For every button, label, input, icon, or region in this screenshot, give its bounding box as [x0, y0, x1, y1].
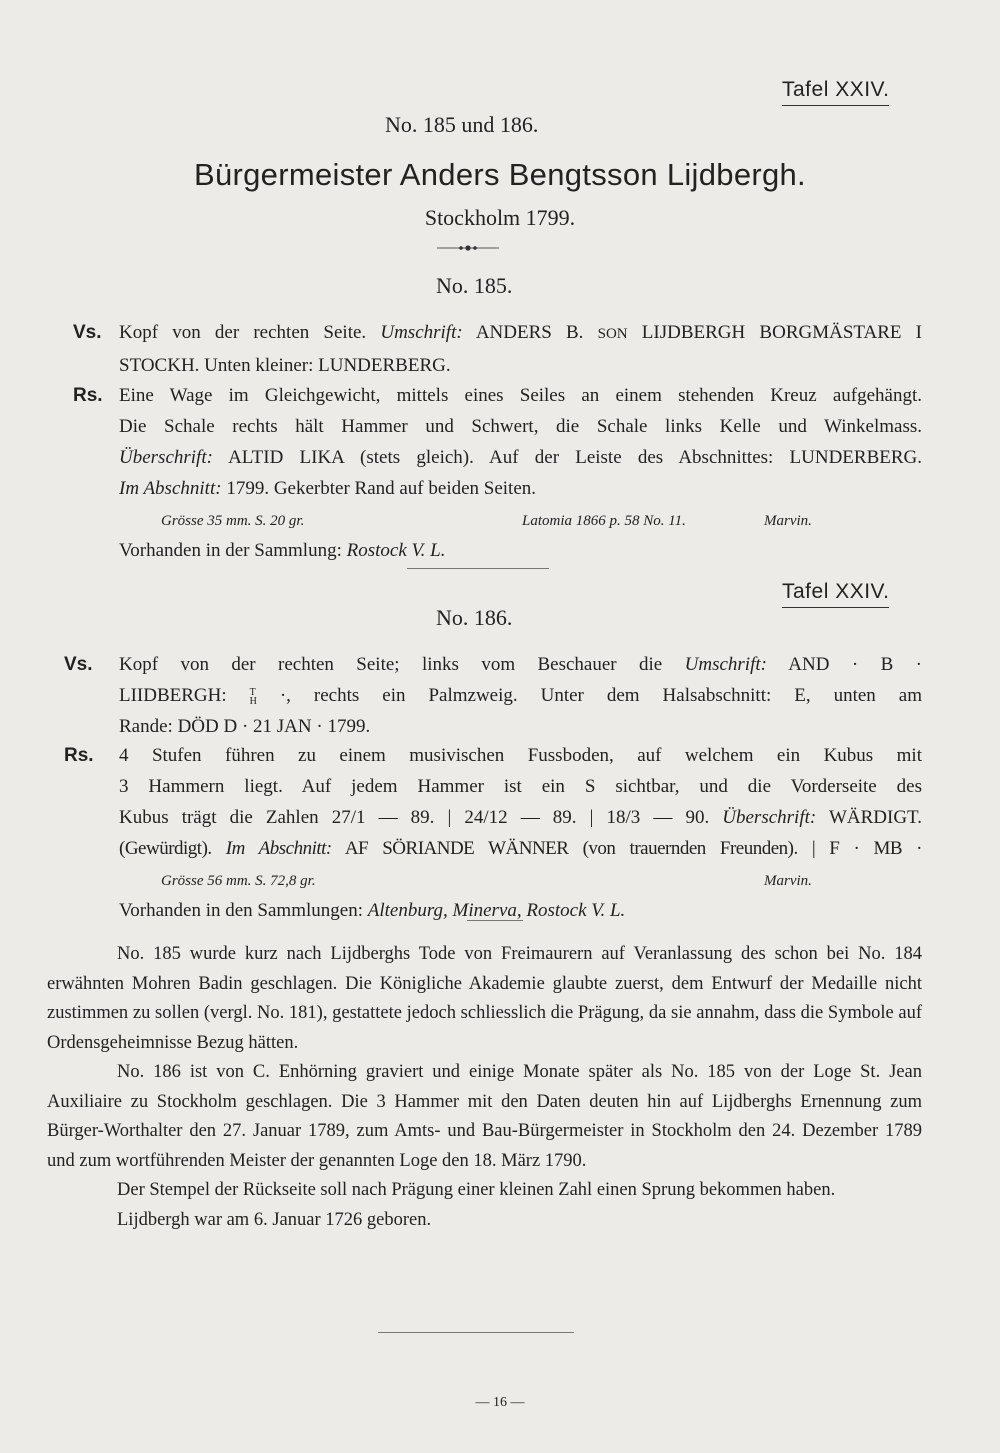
- vs185-son: SON: [597, 326, 628, 342]
- collection-185-a: Vorhanden in der Sammlung:: [119, 540, 347, 561]
- vs-label-186: Vs.: [64, 654, 93, 675]
- rs186-abschnitt: Im Abschnitt:: [225, 838, 332, 859]
- rs186-line4-a: (Gewürdigt).: [119, 838, 226, 859]
- rs186-line3-a: Kubus trägt die Zahlen 27/1 — 89. | 24/12 — 89. | 18/3 — 90.: [119, 807, 723, 828]
- divider-rule: [407, 568, 549, 569]
- collection-186-a: Vorhanden in den Sammlungen:: [119, 900, 368, 921]
- page-number: — 16 —: [475, 1395, 525, 1410]
- rs185-line4: 1799. Gekerbter Rand auf beiden Seiten.: [221, 478, 537, 499]
- note-paragraph: Lijdbergh war am 6. Januar 1726 geboren.: [117, 1209, 432, 1230]
- medal-186-number: No. 186.: [436, 605, 513, 630]
- th-bottom: H: [249, 695, 257, 707]
- rs185-abschnitt: Im Abschnitt:: [119, 478, 222, 499]
- size-186: Grösse 56 mm. S. 72,8 gr.: [161, 873, 316, 889]
- collection-186: Altenburg, Minerva, Rostock V. L.: [367, 900, 626, 921]
- ornament-divider: [437, 244, 499, 252]
- rs186-line3-b: WÄRDIGT.: [816, 807, 922, 828]
- vs186-line3: Rande: DÖD D · 21 JAN · 1799.: [119, 716, 371, 737]
- vs185-text-b: ANDERS B.: [462, 322, 598, 343]
- note-paragraph: No. 185 wurde kurz nach Lijdberghs Tode von Freimaurern auf Veranlassung des schon bei No. 184 erwähnten Mohren Badin geschlagen. Die Königliche Akademie glaubte zuerst, dem Entwurf der Medaille nicht zustimmen zu sollen (vergl. No. 181), gestattete jedoch schliesslich die Prägung, da sie annahm, dass die Symbole auf Ordensgeheimnisse Bezug hätten.: [47, 944, 922, 1053]
- ref2-186: Marvin.: [764, 873, 812, 889]
- ref2-185: Marvin.: [764, 513, 812, 529]
- rs186-line1: 4 Stufen führen zu einem musivischen Fussboden, auf welchem ein Kubus mit: [119, 745, 922, 766]
- rs185-line2: Die Schale rechts hält Hammer und Schwert, die Schale links Kelle und Winkelmass.: [119, 416, 922, 437]
- rs186-line4-b: AF SÖRIANDE WÄNNER (von trauernden Freunden). | F · MB ·: [331, 838, 922, 859]
- short-rule: [467, 920, 523, 921]
- size-185: Grösse 35 mm. S. 20 gr.: [161, 513, 305, 529]
- ref-185: Latomia 1866 p. 58 No. 11.: [522, 513, 686, 529]
- collection-185: Rostock V. L.: [346, 540, 446, 561]
- vs186-line2-a: LIIDBERGH:: [119, 685, 250, 706]
- note-paragraph: No. 186 ist von C. Enhörning graviert und einige Monate später als No. 185 von der Loge St. Jean Auxiliaire zu Stockholm geschlagen. Die 3 Hammer mit den Daten deuten hin auf Lijdberghs Ernennung zum Bürger-Worthalter den 27. Januar 1789, zum Amts- und Bau-Bürgermeister in Stockholm den 24. Dezember 1789 und zum wortführenden Meister der genannten Loge den 18. März 1790.: [47, 1062, 922, 1171]
- medal-185-number: No. 185.: [436, 273, 513, 298]
- medal-185-reverse: [119, 380, 922, 566]
- vs185-umschrift: Umschrift:: [380, 322, 463, 343]
- rs-label-185: Rs.: [73, 385, 103, 406]
- rs185-size-row: [119, 504, 922, 535]
- footer-rule: [378, 1332, 574, 1333]
- page-title: Bürgermeister Anders Bengtsson Lijdbergh.: [194, 157, 806, 192]
- vs186-umschrift: Umschrift:: [684, 654, 767, 675]
- number-heading: No. 185 und 186.: [385, 112, 539, 137]
- rs185-line3: ALTID LIKA (stets gleich). Auf der Leiste des Abschnittes: LUNDERBERG.: [212, 447, 922, 468]
- vs186-text-b: AND · B ·: [766, 654, 922, 675]
- place-year: Stockholm 1799.: [424, 205, 576, 230]
- rs185-ueberschrift: Überschrift:: [119, 447, 213, 468]
- medal-186-reverse: [119, 740, 922, 926]
- tafel-label-top: Tafel XXIV.: [782, 78, 889, 106]
- medal-186-obverse: [119, 649, 922, 742]
- note-paragraph: Der Stempel der Rückseite soll nach Prägung einer kleinen Zahl einen Sprung bekommen haben.: [117, 1180, 836, 1200]
- medal-185-obverse: [119, 317, 922, 381]
- th-top: T: [249, 686, 256, 698]
- rs186-ueberschrift: Überschrift:: [722, 807, 817, 828]
- vs185-line2: STOCKH. Unten kleiner: LUNDERBERG.: [119, 355, 451, 376]
- notes-section: [47, 940, 922, 1235]
- vs185-text-c: LIJDBERGH BORGMÄSTARE I: [627, 322, 922, 343]
- vs186-line2-b: ·, rechts ein Palmzweig. Unter dem Halsabschnitt: E, unten am: [256, 685, 922, 706]
- vs185-text-a: Kopf von der rechten Seite.: [119, 322, 381, 343]
- tafel-label-186: Tafel XXIV.: [782, 580, 889, 608]
- vs186-text-a: Kopf von der rechten Seite; links vom Beschauer die: [119, 654, 685, 675]
- rs-label-186: Rs.: [64, 745, 94, 766]
- rs186-size-row: [119, 864, 922, 895]
- vs-label-185: Vs.: [73, 322, 102, 343]
- rs185-line1: Eine Wage im Gleichgewicht, mittels eines Seiles an einem stehenden Kreuz aufgehängt.: [119, 385, 922, 406]
- rs186-line2: 3 Hammern liegt. Auf jedem Hammer ist ein S sichtbar, und die Vorderseite des: [119, 776, 922, 797]
- th-ligature: [250, 688, 257, 706]
